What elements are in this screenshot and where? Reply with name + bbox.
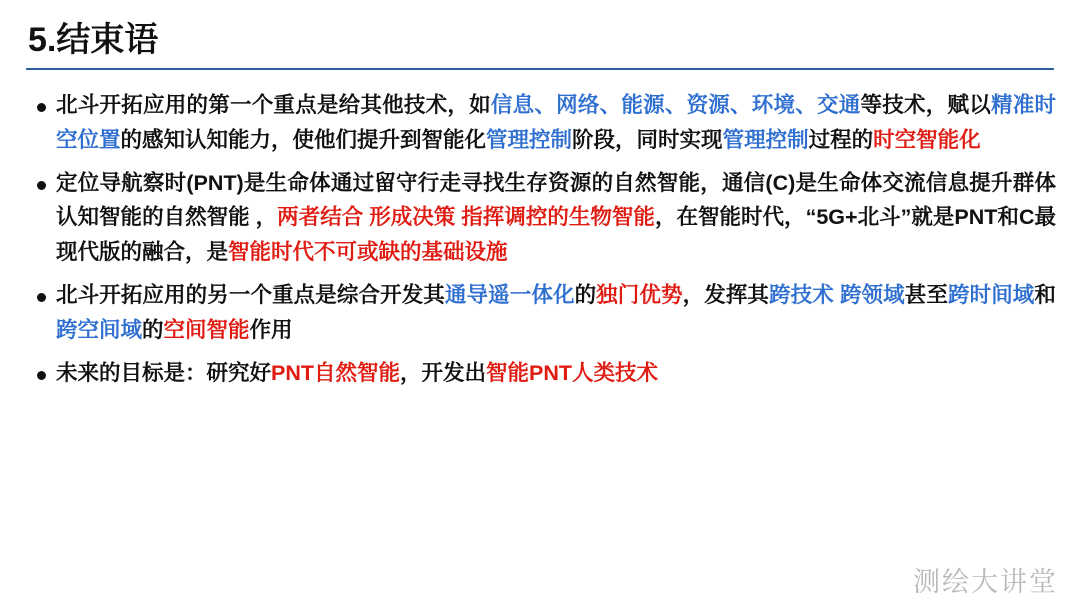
list-item (26, 88, 1056, 158)
list-item (26, 278, 1056, 348)
bullet-text-2 (56, 166, 1056, 270)
list-item (26, 166, 1056, 270)
bullet-marker-icon (26, 278, 56, 305)
text-run: 空间智能 (163, 317, 250, 342)
bullet-marker-icon (26, 166, 56, 193)
text-run: ，发挥其 (682, 283, 770, 308)
text-run: 智能PNT人类技术 (486, 360, 659, 385)
text-run: 甚至 (904, 283, 948, 308)
watermark-label: 测绘大讲堂 (913, 567, 1058, 598)
text-run: 管理控制 (722, 127, 809, 152)
list-item (26, 356, 1056, 391)
text-run: 通导遥一体化 (444, 283, 575, 308)
text-run: 管理控制 (486, 127, 573, 152)
text-run: 北斗开拓应用的另一个重点是综合开发其 (56, 283, 445, 308)
text-run: 的 (574, 283, 597, 308)
text-run: 信息、网络、能源、资源、环境、交通 (490, 93, 861, 117)
text-run: 智能时代不可或缺的基础设施 (228, 240, 508, 265)
bullet-text-4 (56, 356, 1056, 391)
text-run: 的 (142, 317, 164, 342)
text-run: ，开发出 (400, 360, 487, 385)
bullet-text-3 (56, 278, 1056, 348)
text-run: 跨时间域 (947, 283, 1035, 308)
text-run: 北斗开拓应用的第一个重点是给其他技术，如 (56, 93, 491, 117)
text-run: ，在智能时代，“5G+北斗”就是PNT和C最现代版的融合，是 (56, 205, 1056, 265)
bullet-list (26, 88, 1056, 399)
bullet-text-1 (56, 88, 1056, 158)
text-run: 和 (1034, 283, 1056, 308)
text-run: 等技术，赋以 (860, 93, 991, 117)
text-run: 的感知认知能力，使他们提升到智能化 (120, 127, 487, 152)
text-run: 未来的目标是：研究好 (56, 360, 272, 385)
text-run: PNT自然智能 (271, 360, 401, 385)
text-run: 精准时空位置 (56, 93, 1056, 152)
text-run: 定位导航察时(PNT)是生命体通过留守行走寻找生存资源的自然智能，通信(C)是生命体交流信息提升群体认知智能的自然智能 ， (56, 170, 1056, 230)
text-run: 独门优势 (596, 283, 683, 308)
bullet-marker-icon (26, 88, 56, 115)
page-title: 5.结束语 (28, 21, 159, 59)
text-run: 过程的 (808, 127, 874, 152)
text-run: 时空智能化 (873, 127, 981, 152)
text-run: 阶段，同时实现 (572, 127, 723, 152)
title-divider (26, 68, 1054, 70)
text-run: 作用 (249, 317, 293, 342)
text-run: 跨空间域 (56, 317, 143, 342)
text-run: 跨技术 跨领域 (769, 283, 905, 308)
text-run: 两者结合 形成决策 指挥调控的生物智能 (277, 205, 655, 230)
bullet-marker-icon (26, 356, 56, 383)
